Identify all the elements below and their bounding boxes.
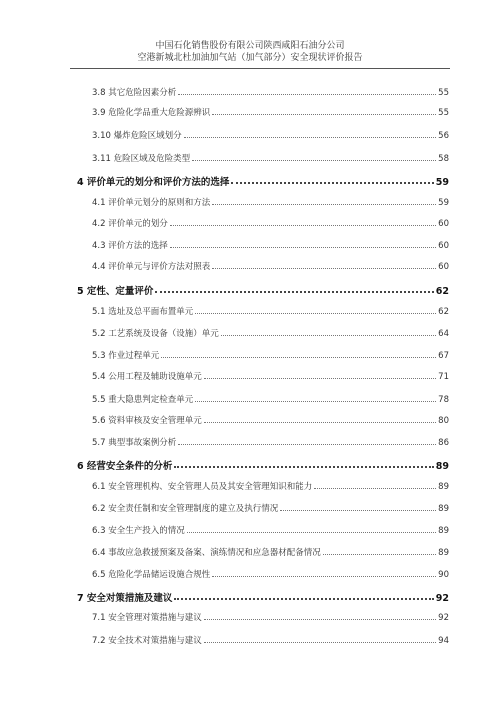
toc-section-entry xyxy=(92,217,449,229)
toc-page-number: 60 xyxy=(438,219,449,229)
toc-entry-title: 6.3 安全生产投入的情况 xyxy=(92,526,185,536)
toc-page-number: 60 xyxy=(438,262,449,272)
toc-dot-leader xyxy=(184,137,437,138)
toc-dot-leader xyxy=(231,182,433,184)
toc-page-number: 89 xyxy=(438,482,449,492)
toc-section-entry xyxy=(92,260,449,272)
toc-page-number: 56 xyxy=(438,131,449,141)
toc-entry-title: 5 定性、定量评价 xyxy=(77,286,154,297)
toc-dot-leader xyxy=(170,247,436,248)
toc-dot-leader xyxy=(204,422,436,423)
toc-entry-title: 5.3 作业过程单元 xyxy=(92,351,160,361)
toc-page-number: 89 xyxy=(438,504,449,514)
toc-dot-leader xyxy=(170,225,436,226)
toc-entry-title: 6.5 危险化学品储运设施合规性 xyxy=(92,570,211,580)
toc-dot-leader xyxy=(212,114,436,115)
toc-section-entry xyxy=(92,86,449,98)
toc-dot-leader xyxy=(195,313,436,314)
toc-page-number: 58 xyxy=(438,154,449,164)
toc-dot-leader xyxy=(178,94,436,95)
toc-entry-title: 5.4 公用工程及辅助设施单元 xyxy=(92,372,202,382)
toc-chapter-entry xyxy=(77,590,449,604)
toc-entry-title: 7.2 安全技术对策措施与建议 xyxy=(92,636,202,646)
toc-dot-leader xyxy=(192,160,436,161)
toc-dot-leader xyxy=(212,576,436,577)
toc-dot-leader xyxy=(204,642,436,643)
toc-section-entry xyxy=(92,524,449,536)
toc-entry-title: 4.3 评价方法的选择 xyxy=(92,241,168,251)
toc-entry-title: 5.7 典型事故案例分析 xyxy=(92,438,177,448)
toc-section-entry xyxy=(92,414,449,426)
toc-page-number: 89 xyxy=(435,461,449,472)
toc-dot-leader xyxy=(204,619,436,620)
toc-entry-title: 3.8 其它危险因素分析 xyxy=(92,88,177,98)
toc-dot-leader xyxy=(280,510,436,511)
toc-entry-title: 6.2 安全责任制和安全管理制度的建立及执行情况 xyxy=(92,504,279,514)
toc-page-number: 86 xyxy=(438,438,449,448)
toc-dot-leader xyxy=(161,357,436,358)
toc-dot-leader xyxy=(204,378,436,379)
toc-entry-title: 5.2 工艺系统及设备（设施）单元 xyxy=(92,329,219,339)
header-divider xyxy=(70,68,450,69)
toc-entry-title: 4.1 评价单元划分的原则和方法 xyxy=(92,198,211,208)
toc-section-entry xyxy=(92,349,449,361)
toc-section-entry xyxy=(92,502,449,514)
toc-dot-leader xyxy=(187,532,436,533)
toc-entry-title: 7.1 安全管理对策措施与建议 xyxy=(92,613,202,623)
toc-page-number: 59 xyxy=(438,198,449,208)
toc-section-entry xyxy=(92,568,449,580)
toc-entry-title: 3.9 危险化学品重大危险源辨识 xyxy=(92,108,211,118)
toc-chapter-entry xyxy=(77,174,449,188)
toc-chapter-entry xyxy=(77,458,449,472)
toc-section-entry xyxy=(92,239,449,251)
page-header xyxy=(0,40,500,64)
toc-page-number: 62 xyxy=(438,307,449,317)
toc-entry-title: 3.10 爆炸危险区域划分 xyxy=(92,131,182,141)
toc-dot-leader xyxy=(221,335,436,336)
toc-entry-title: 4 评价单元的划分和评价方法的选择 xyxy=(77,177,230,188)
toc-entry-title: 4.2 评价单元的划分 xyxy=(92,219,168,229)
toc-entry-title: 7 安全对策措施及建议 xyxy=(77,593,173,604)
toc-dot-leader xyxy=(323,554,436,555)
toc-page-number: 60 xyxy=(438,241,449,251)
toc-page-number: 55 xyxy=(438,108,449,118)
toc-section-entry xyxy=(92,611,449,623)
toc-section-entry xyxy=(92,546,449,558)
toc-section-entry xyxy=(92,305,449,317)
toc-page-number: 80 xyxy=(438,416,449,426)
toc-page-number: 92 xyxy=(435,593,449,604)
toc-page-number: 64 xyxy=(438,329,449,339)
toc-entry-title: 3.11 危险区域及危险类型 xyxy=(92,154,191,164)
toc-page-number: 92 xyxy=(438,613,449,623)
toc-entry-title: 6.4 事故应急救援预案及备案、演练情况和应急器材配备情况 xyxy=(92,548,321,558)
toc-dot-leader xyxy=(174,466,433,468)
toc-page-number: 55 xyxy=(438,88,449,98)
header-report-title: 空港新城北杜加油加气站（加气部分）安全现状评价报告 xyxy=(137,53,363,63)
toc-entry-title: 6.1 安全管理机构、安全管理人员及其安全管理知识和能力 xyxy=(92,482,313,492)
toc-section-entry xyxy=(92,152,449,164)
toc-page-number: 89 xyxy=(438,526,449,536)
toc-section-entry xyxy=(92,436,449,448)
toc-section-entry xyxy=(92,327,449,339)
toc-page-number: 59 xyxy=(435,177,449,188)
toc-page-number: 94 xyxy=(438,636,449,646)
toc-page-number: 90 xyxy=(438,570,449,580)
toc-entry-title: 5.5 重大隐患判定检查单元 xyxy=(92,395,194,405)
toc-section-entry xyxy=(92,370,449,382)
header-company: 中国石化销售股份有限公司陕西咸阳石油分公司 xyxy=(155,41,345,51)
toc-section-entry xyxy=(92,634,449,646)
toc-dot-leader xyxy=(174,598,433,600)
toc-entry-title: 5.1 选址及总平面布置单元 xyxy=(92,307,194,317)
toc-section-entry xyxy=(92,106,449,118)
toc-page-number: 62 xyxy=(435,286,449,297)
toc-section-entry xyxy=(92,129,449,141)
toc-dot-leader xyxy=(212,204,436,205)
toc-entry-title: 6 经营安全条件的分析 xyxy=(77,461,173,472)
toc-section-entry xyxy=(92,480,449,492)
toc-dot-leader xyxy=(195,401,436,402)
toc-dot-leader xyxy=(314,488,436,489)
toc-page-number: 78 xyxy=(438,395,449,405)
toc-page-number: 71 xyxy=(438,372,449,382)
toc-dot-leader xyxy=(155,291,433,293)
toc-section-entry xyxy=(92,393,449,405)
toc-page-number: 67 xyxy=(438,351,449,361)
toc-entry-title: 5.6 资料审核及安全管理单元 xyxy=(92,416,202,426)
toc-dot-leader xyxy=(212,268,436,269)
toc-dot-leader xyxy=(178,444,436,445)
toc-chapter-entry xyxy=(77,283,449,297)
toc-entry-title: 4.4 评价单元与评价方法对照表 xyxy=(92,262,211,272)
toc-page-number: 89 xyxy=(438,548,449,558)
toc-section-entry xyxy=(92,196,449,208)
